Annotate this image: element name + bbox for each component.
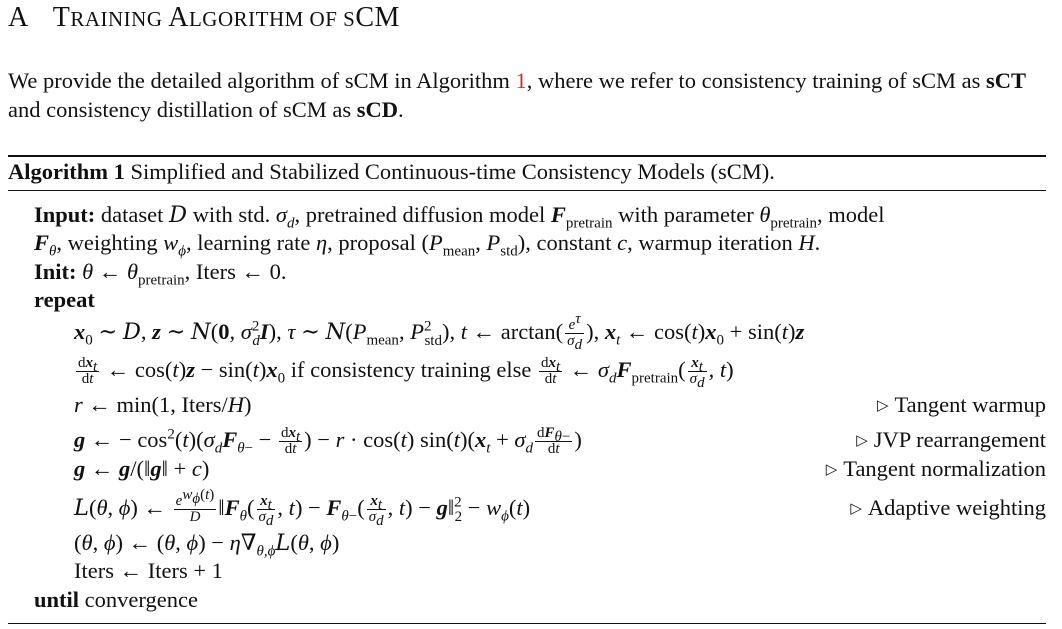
- algo-init-line: Init: θ ← $\theta_{pretrain}$, Iters ← 0.: [34, 259, 287, 289]
- algorithm-top-rule: [8, 155, 1046, 157]
- triangle-right-icon: ▷: [856, 433, 868, 449]
- comment-jvp-rearrangement: ▷ JVP rearrangement: [856, 427, 1046, 452]
- algorithm-caption: [8, 159, 775, 185]
- intro-text-1: We provide the detailed algorithm of sCM in Algorithm: [8, 68, 516, 93]
- algo-jvp-line: g ← − $\cos^2(t)(\sigma_dF_{\theta-}$ − $\frac{dx_t}{dt}$ ) − r · cos(t) $\sin(t)(x_t + \sigma_d$ $\frac{dF_{\theta-}}{dt}$ ): [74, 425, 582, 458]
- algorithm-bottom-rule: [8, 623, 1046, 624]
- sct-term: sCT: [985, 68, 1026, 93]
- input-keyword: Input:: [34, 202, 96, 227]
- algo-sample-line: $x_0$ ∼ D, z ∼ N(0, $\sigma^2_dI$), τ ∼ $N(P_{mean}$, $P^2_{std}$), t ← arctan( $\frac{e^\tau}{\sigma_d}$ ), $x_t$ ← $\cos(t)x_0 + \sin(t)z$: [74, 311, 805, 354]
- until-keyword: until: [34, 587, 80, 612]
- section-title-part: CM: [355, 2, 400, 33]
- comment-tangent-warmup: ▷ Tangent warmup: [876, 392, 1046, 417]
- section-title: [53, 2, 400, 33]
- intro-text-2: , where we refer to consistency training of sCM as: [526, 68, 986, 93]
- section-title-part: A: [168, 2, 189, 33]
- comment-tangent-normalization: ▷ Tangent normalization: [825, 456, 1046, 481]
- comment-adaptive-weighting: ▷ Adaptive weighting: [850, 495, 1046, 520]
- intro-paragraph: [8, 66, 1053, 124]
- algo-loss-line: L(θ, ϕ) ← $\frac{e^{w_\phi(t)}}{D}$ $‖F_\theta$( $\frac{x_t}{\sigma_d}$ , $t) - F_{\theta-}$( $\frac{x_t}{\sigma_d}$ , t) − g‖$^2_2$ − $w_\phi(t)$: [74, 487, 531, 530]
- init-keyword: Init:: [34, 259, 77, 284]
- until-text: convergence: [79, 587, 198, 612]
- algorithm-caption-text: Simplified and Stabilized Continuous-time Consistency Models (sCM).: [124, 159, 775, 184]
- algo-tangent-line: $\frac{dx_t}{dt}$ ← $\cos(t)z - \sin(t)x_0$ if consistency training else $\frac{dx_t}{dt}$ ← $\sigma_dF_{pretrain}$( $\frac{x_t}{\sigma_d}$ , t): [78, 355, 734, 392]
- algo-until-line: [34, 586, 198, 614]
- algo-iters-line: Iters ← Iters + 1: [74, 558, 223, 583]
- algo-repeat-line: [34, 286, 95, 314]
- algo-update-line: (θ, ϕ) ← (θ, $\phi) - \eta\nabla_{\theta,\phi}L(\theta$, ϕ): [74, 530, 340, 560]
- scd-term: sCD: [356, 97, 398, 122]
- triangle-right-icon: ▷: [825, 462, 838, 478]
- section-title-part: RAINING: [70, 7, 169, 31]
- algorithm-mid-rule: [8, 190, 1046, 191]
- section-heading: [8, 2, 400, 34]
- algo-input-line-1: Input: dataset D with std. $\sigma_d$, pretrained diffusion model $F_{pretrain}$ with parameter $\theta_{pretrain}$, model: [34, 202, 885, 232]
- algo-warmup-line: r ← min(1, Iters/H): [74, 392, 252, 417]
- section-title-part: T: [52, 2, 71, 33]
- repeat-keyword: repeat: [34, 287, 95, 312]
- triangle-right-icon: ▷: [876, 398, 889, 414]
- intro-text-3: and consistency distillation of sCM as: [8, 97, 357, 122]
- triangle-right-icon: ▷: [850, 501, 862, 517]
- intro-text-4: .: [397, 97, 404, 122]
- algorithm-label: Algorithm 1: [8, 159, 125, 184]
- section-number: A: [8, 2, 29, 33]
- algo-normalization-line: g ← g/(‖g‖ + c): [74, 456, 210, 481]
- algorithm-reference-link[interactable]: 1: [515, 68, 527, 93]
- section-title-part: LGORITHM OF S: [188, 7, 356, 31]
- algo-input-line-2: $F_\theta$, weighting $w_\phi$, learning rate η, proposal ($P_{mean}$, $P_{std}$), constant c, warmup iteration H.: [34, 230, 821, 260]
